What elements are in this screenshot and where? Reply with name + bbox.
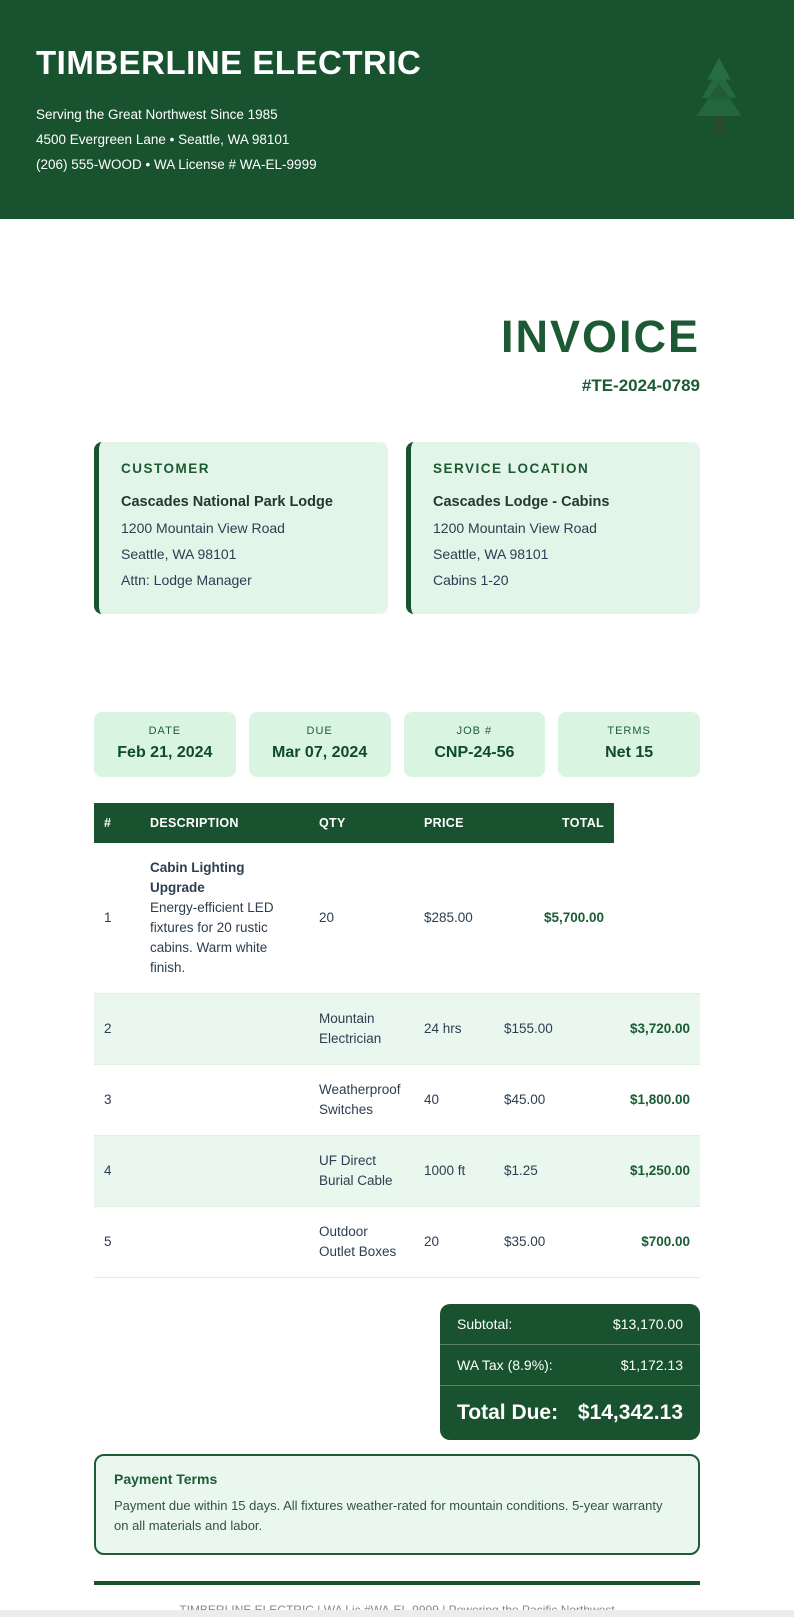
subtotal-label: Subtotal: xyxy=(457,1316,513,1332)
item-description-cell xyxy=(140,1207,309,1278)
page-bottom-edge xyxy=(0,1610,794,1617)
item-name-cell: UF Direct Burial Cable xyxy=(319,1153,393,1188)
job-number-label: JOB # xyxy=(456,725,493,737)
date-box xyxy=(94,712,236,777)
line-item-row xyxy=(94,843,700,994)
date-value: Feb 21, 2024 xyxy=(117,744,213,761)
item-description-cell xyxy=(140,1136,309,1207)
tax-label: WA Tax (8.9%): xyxy=(457,1357,553,1373)
column-header: DESCRIPTION xyxy=(140,803,309,843)
item-name: Cabin Lighting Upgrade xyxy=(150,860,245,895)
company-contact: (206) 555-WOOD • WA License # WA-EL-9999 xyxy=(36,157,317,172)
service-location-units-line: Cabins 1-20 xyxy=(433,572,509,588)
item-price-cell: $285.00 xyxy=(424,910,473,925)
spare-cell xyxy=(614,843,700,994)
customer-attn-line: Attn: Lodge Manager xyxy=(121,572,252,588)
date-label: DATE xyxy=(148,725,182,737)
item-price-cell: $1.25 xyxy=(504,1163,538,1178)
payment-terms-title: Payment Terms xyxy=(114,1471,218,1487)
customer-address-line: Seattle, WA 98101 xyxy=(121,546,237,562)
total-due-row xyxy=(440,1386,700,1440)
terms-value: Net 15 xyxy=(605,744,654,761)
line-items-body xyxy=(94,843,700,1278)
company-name: TIMBERLINE ELECTRIC xyxy=(36,44,422,81)
company-tagline: Serving the Great Northwest Since 1985 xyxy=(36,107,278,122)
invoice-number: #TE-2024-0789 xyxy=(581,376,700,395)
company-address: 4500 Evergreen Lane • Seattle, WA 98101 xyxy=(36,132,290,147)
item-number-cell: 1 xyxy=(104,910,112,925)
total-due-label: Total Due: xyxy=(457,1401,559,1424)
item-total-cell: $1,800.00 xyxy=(629,1092,690,1107)
item-total-cell: $700.00 xyxy=(641,1234,690,1249)
item-price-cell: $45.00 xyxy=(504,1092,546,1107)
item-name-cell: Mountain Electrician xyxy=(319,1011,382,1046)
due-date-label: DUE xyxy=(306,725,333,737)
line-item-row xyxy=(94,994,700,1065)
customer-card xyxy=(94,442,388,614)
column-header: PRICE xyxy=(414,803,494,843)
tax-row xyxy=(440,1345,700,1386)
table-header-row xyxy=(94,803,700,843)
customer-card-title: CUSTOMER xyxy=(121,461,211,476)
customer-name: Cascades National Park Lodge xyxy=(121,494,333,510)
item-qty-cell: 20 xyxy=(424,1234,440,1249)
company-header xyxy=(0,0,794,219)
evergreen-tree-icon xyxy=(690,56,748,139)
column-header: TOTAL xyxy=(494,803,614,843)
invoice-heading xyxy=(94,311,700,396)
item-total-cell: $1,250.00 xyxy=(629,1163,690,1178)
item-description-text: Energy-efficient LED fixtures for 20 rustic cabins. Warm white finish. xyxy=(150,900,274,975)
line-item-row xyxy=(94,1065,700,1136)
line-items-table xyxy=(94,803,700,1278)
job-number-box xyxy=(404,712,546,777)
subtotal-row xyxy=(440,1304,700,1345)
item-name-cell: Outdoor Outlet Boxes xyxy=(319,1224,397,1259)
item-number-cell: 5 xyxy=(104,1234,112,1249)
payment-terms-box xyxy=(94,1454,700,1555)
item-number-cell: 4 xyxy=(104,1163,112,1178)
total-due-value: $14,342.13 xyxy=(577,1401,683,1424)
terms-box xyxy=(558,712,700,777)
totals-box xyxy=(440,1304,700,1440)
due-date-value: Mar 07, 2024 xyxy=(272,744,368,761)
footer-divider xyxy=(94,1581,700,1585)
service-location-card-title: SERVICE LOCATION xyxy=(433,461,590,476)
payment-terms-text: Payment due within 15 days. All fixtures weather-rated for mountain conditions. 5-year warranty on all materials and labor. xyxy=(114,1498,663,1533)
column-header: QTY xyxy=(309,803,414,843)
address-cards xyxy=(94,442,700,614)
item-name-cell: Weatherproof Switches xyxy=(319,1082,401,1117)
item-qty-cell: 24 hrs xyxy=(424,1021,462,1036)
customer-address-line: 1200 Mountain View Road xyxy=(121,520,285,536)
subtotal-value: $13,170.00 xyxy=(612,1316,683,1332)
due-date-box xyxy=(249,712,391,777)
service-location-name: Cascades Lodge - Cabins xyxy=(433,494,610,510)
tax-value: $1,172.13 xyxy=(620,1357,683,1373)
item-total-cell: $3,720.00 xyxy=(629,1021,690,1036)
item-price-cell: $155.00 xyxy=(504,1021,553,1036)
invoice-body xyxy=(0,311,794,1617)
item-description-cell xyxy=(140,994,309,1065)
column-header: # xyxy=(94,803,140,843)
item-price-cell: $35.00 xyxy=(504,1234,546,1249)
item-qty-cell: 1000 ft xyxy=(424,1163,466,1178)
item-qty-cell: 20 xyxy=(319,910,335,925)
item-number-cell: 2 xyxy=(104,1021,112,1036)
item-description-cell xyxy=(140,1065,309,1136)
service-location-address-line: Seattle, WA 98101 xyxy=(433,546,549,562)
invoice-meta-row xyxy=(94,712,700,777)
column-header-spare xyxy=(614,803,700,843)
job-number-value: CNP-24-56 xyxy=(434,744,515,761)
item-total-cell: $5,700.00 xyxy=(543,910,604,925)
item-number-cell: 3 xyxy=(104,1092,112,1107)
service-location-card xyxy=(406,442,700,614)
item-qty-cell: 40 xyxy=(424,1092,440,1107)
terms-label: TERMS xyxy=(607,725,651,737)
item-description-cell xyxy=(140,843,309,994)
line-item-row xyxy=(94,1136,700,1207)
invoice-title: INVOICE xyxy=(500,311,700,362)
line-item-row xyxy=(94,1207,700,1278)
service-location-address-line: 1200 Mountain View Road xyxy=(433,520,597,536)
